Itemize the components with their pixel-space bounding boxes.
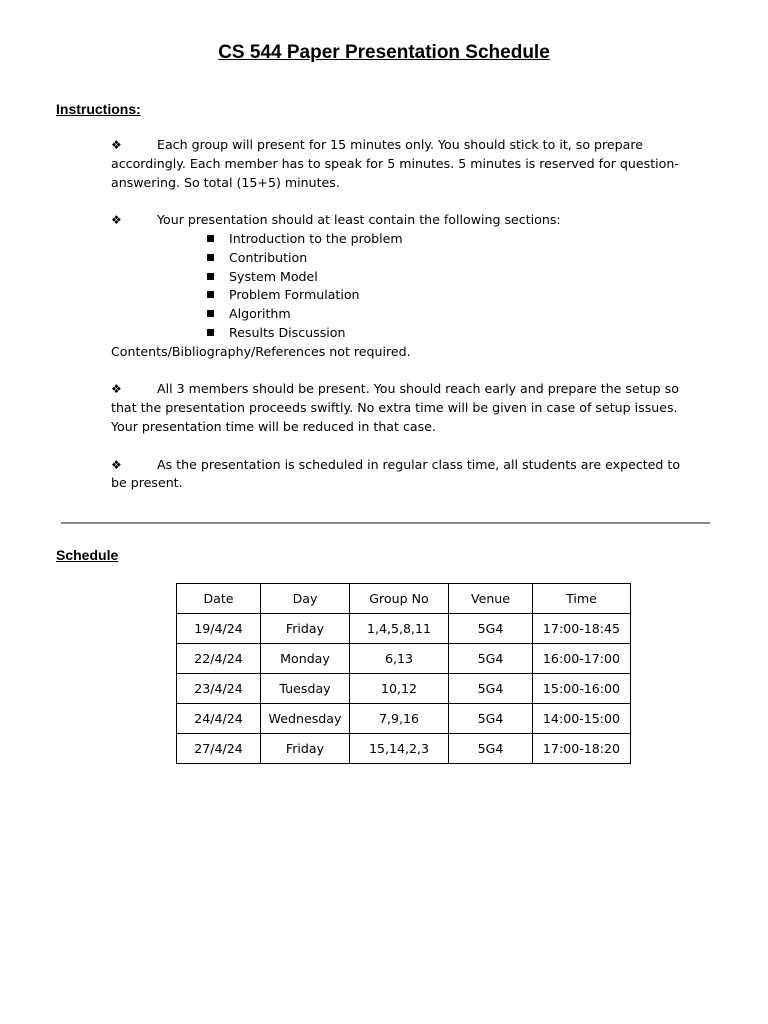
instruction-item (111, 136, 681, 192)
table-row (177, 674, 631, 704)
group-cell: 7,9,16 (350, 704, 449, 734)
diamond-bullet-icon: ❖ (111, 457, 122, 472)
day-cell: Friday (261, 734, 350, 764)
instruction-text: Your presentation should at least contain the following sections: (157, 212, 561, 228)
square-bullet-icon (207, 329, 214, 336)
page-title: CS 544 Paper Presentation Schedule (218, 42, 550, 63)
group-cell: 10,12 (350, 674, 449, 704)
table-header-row (177, 584, 631, 614)
instructions-heading: Instructions: (56, 101, 141, 117)
venue-cell: 5G4 (449, 674, 533, 704)
references-note: Contents/Bibliography/References not required. (111, 343, 411, 359)
instruction-item (111, 211, 681, 361)
column-header-day: Day (261, 584, 350, 614)
instruction-text: As the presentation is scheduled in regular class time, all students are expected to be present. (111, 456, 681, 491)
list-item: Algorithm (207, 305, 681, 324)
diamond-bullet-icon: ❖ (111, 138, 122, 152)
horizontal-divider (61, 522, 710, 524)
time-cell: 16:00-17:00 (533, 644, 631, 674)
table-row (177, 734, 631, 764)
list-item: Problem Formulation (207, 286, 681, 305)
diamond-bullet-icon: ❖ (111, 382, 122, 397)
diamond-bullet-icon: ❖ (111, 213, 122, 228)
time-cell: 17:00-18:20 (533, 734, 631, 764)
day-cell: Tuesday (261, 674, 350, 704)
square-bullet-icon (207, 235, 214, 242)
square-bullet-icon (207, 254, 214, 261)
schedule-table (176, 583, 631, 764)
day-cell: Monday (261, 644, 350, 674)
instruction-text: Each group will present for 15 minutes only. You should stick to it, so prepare accordingly. Each member has to speak for 5 minutes. 5 minutes is reserved for question-answering. So total (15+5) minutes. (111, 137, 679, 190)
venue-cell: 5G4 (449, 614, 533, 644)
table-row (177, 704, 631, 734)
venue-cell: 5G4 (449, 734, 533, 764)
column-header-group-no: Group No (350, 584, 449, 614)
time-cell: 17:00-18:45 (533, 614, 631, 644)
group-cell: 1,4,5,8,11 (350, 614, 449, 644)
table-row (177, 614, 631, 644)
column-header-time: Time (533, 584, 631, 614)
schedule-heading: Schedule (56, 547, 119, 563)
instructions-list (111, 136, 681, 512)
instruction-text: All 3 members should be present. You should reach early and prepare the setup so that the presentation proceeds swiftly. No extra time will be given in case of setup issues. Your presentation time will be reduced in that case. (111, 381, 679, 434)
venue-cell: 5G4 (449, 704, 533, 734)
group-cell: 6,13 (350, 644, 449, 674)
date-cell: 23/4/24 (177, 674, 261, 704)
column-header-date: Date (177, 584, 261, 614)
square-bullet-icon (207, 273, 214, 280)
date-cell: 19/4/24 (177, 614, 261, 644)
time-cell: 15:00-16:00 (533, 674, 631, 704)
square-bullet-icon (207, 310, 214, 317)
time-cell: 14:00-15:00 (533, 704, 631, 734)
instruction-item (111, 456, 681, 494)
date-cell: 22/4/24 (177, 644, 261, 674)
list-item: Introduction to the problem (207, 230, 681, 249)
column-header-venue: Venue (449, 584, 533, 614)
date-cell: 27/4/24 (177, 734, 261, 764)
date-cell: 24/4/24 (177, 704, 261, 734)
list-item: Contribution (207, 249, 681, 268)
instruction-item (111, 380, 681, 436)
table-row (177, 644, 631, 674)
required-sections-list (111, 230, 681, 343)
day-cell: Friday (261, 614, 350, 644)
list-item: Results Discussion (207, 324, 681, 343)
venue-cell: 5G4 (449, 644, 533, 674)
list-item: System Model (207, 268, 681, 287)
day-cell: Wednesday (261, 704, 350, 734)
square-bullet-icon (207, 291, 214, 298)
group-cell: 15,14,2,3 (350, 734, 449, 764)
